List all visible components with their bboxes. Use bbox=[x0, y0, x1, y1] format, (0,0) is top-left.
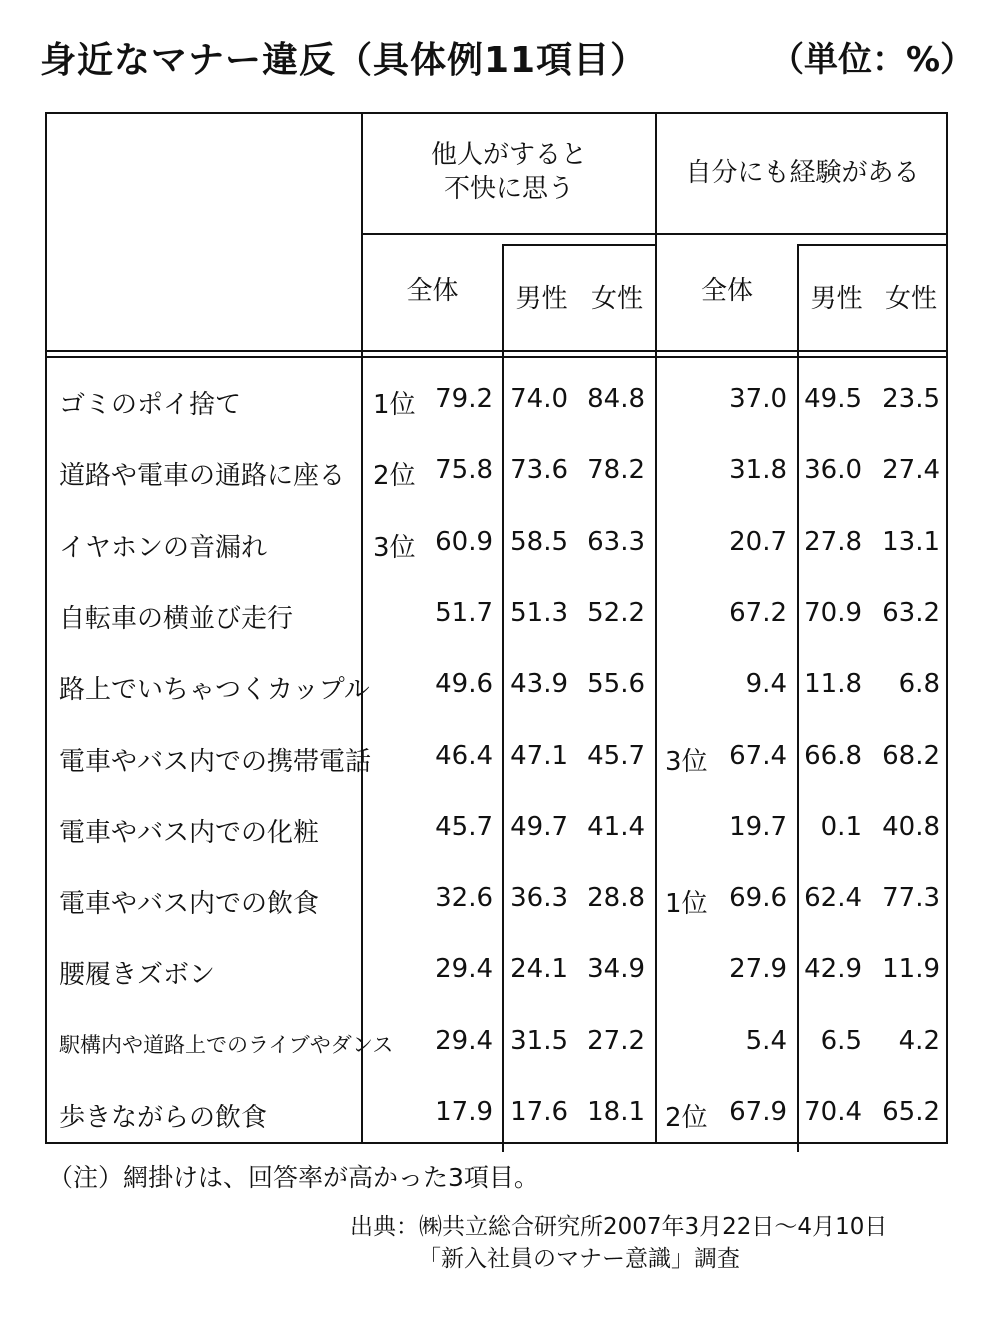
cell-s-total: 69.6 bbox=[729, 883, 787, 913]
cell-s-female: 6.8 bbox=[898, 669, 940, 699]
footnote: （注）網掛けは、回答率が高かった3項目。 bbox=[48, 1163, 539, 1192]
divider-self-gender-top bbox=[797, 244, 948, 246]
unit-label: （単位：%） bbox=[770, 40, 975, 80]
cell-o-male: 31.5 bbox=[510, 1026, 568, 1056]
cell-o-female: 78.2 bbox=[587, 455, 645, 485]
row-label: イヤホンの音漏れ bbox=[59, 533, 268, 563]
cell-o-male: 36.3 bbox=[510, 883, 568, 913]
row-label: 歩きながらの飲食 bbox=[59, 1103, 268, 1133]
cell-s-female: 13.1 bbox=[882, 527, 940, 557]
rank-other: 1位 bbox=[373, 390, 416, 420]
cell-s-female: 27.4 bbox=[882, 455, 940, 485]
cell-o-male: 49.7 bbox=[510, 812, 568, 842]
cell-o-male: 58.5 bbox=[510, 527, 568, 557]
cell-o-total: 49.6 bbox=[435, 669, 493, 699]
cell-s-male: 49.5 bbox=[804, 384, 862, 414]
cell-s-female: 4.2 bbox=[898, 1026, 940, 1056]
header-other-line2: 不快に思う bbox=[443, 174, 574, 204]
cell-s-total: 27.9 bbox=[729, 954, 787, 984]
cell-s-total: 37.0 bbox=[729, 384, 787, 414]
cell-o-female: 63.3 bbox=[587, 527, 645, 557]
cell-s-total: 19.7 bbox=[729, 812, 787, 842]
cell-s-total: 20.7 bbox=[729, 527, 787, 557]
cell-o-female: 41.4 bbox=[587, 812, 645, 842]
row-label: 電車やバス内での飲食 bbox=[59, 889, 320, 919]
subheader-other-male: 男性 bbox=[515, 284, 568, 314]
cell-s-total: 67.4 bbox=[729, 741, 787, 771]
rank-self: 3位 bbox=[665, 747, 708, 777]
subheader-self-total: 全体 bbox=[700, 276, 753, 306]
header-other-discomfort bbox=[363, 138, 655, 206]
manners-table bbox=[45, 112, 948, 1144]
cell-s-female: 11.9 bbox=[882, 954, 940, 984]
cell-s-total: 67.9 bbox=[729, 1097, 787, 1127]
subheader-self-male: 男性 bbox=[810, 284, 863, 314]
header-double-line-1 bbox=[47, 350, 948, 352]
cell-s-male: 66.8 bbox=[804, 741, 862, 771]
cell-s-male: 11.8 bbox=[804, 669, 862, 699]
cell-o-total: 32.6 bbox=[435, 883, 493, 913]
cell-s-total: 67.2 bbox=[729, 598, 787, 628]
cell-o-male: 74.0 bbox=[510, 384, 568, 414]
row-label: 腰履きズボン bbox=[59, 960, 216, 990]
cell-o-male: 43.9 bbox=[510, 669, 568, 699]
source-line-2: 「新入社員のマナー意識」調査 bbox=[418, 1246, 740, 1272]
cell-s-male: 36.0 bbox=[804, 455, 862, 485]
divider-other-gender-top bbox=[502, 244, 655, 246]
subheader-other-female: 女性 bbox=[590, 284, 643, 314]
header-other-line1: 他人がすると bbox=[430, 140, 587, 170]
cell-s-male: 70.4 bbox=[804, 1097, 862, 1127]
cell-s-total: 31.8 bbox=[729, 455, 787, 485]
subheader-self-female: 女性 bbox=[884, 284, 937, 314]
cell-o-total: 60.9 bbox=[435, 527, 493, 557]
cell-s-male: 70.9 bbox=[804, 598, 862, 628]
header-double-line-2 bbox=[47, 356, 948, 358]
page-title: 身近なマナー違反（具体例11項目） bbox=[40, 40, 648, 81]
row-label: ゴミのポイ捨て bbox=[59, 390, 242, 420]
rank-self: 1位 bbox=[665, 889, 708, 919]
cell-o-male: 73.6 bbox=[510, 455, 568, 485]
cell-o-total: 46.4 bbox=[435, 741, 493, 771]
cell-s-female: 40.8 bbox=[882, 812, 940, 842]
cell-o-total: 75.8 bbox=[435, 455, 493, 485]
cell-o-female: 55.6 bbox=[587, 669, 645, 699]
cell-o-male: 47.1 bbox=[510, 741, 568, 771]
cell-o-female: 18.1 bbox=[587, 1097, 645, 1127]
cell-s-female: 23.5 bbox=[882, 384, 940, 414]
cell-o-total: 29.4 bbox=[435, 954, 493, 984]
row-label: 電車やバス内での携帯電話 bbox=[59, 747, 372, 777]
cell-o-total: 29.4 bbox=[435, 1026, 493, 1056]
cell-o-female: 84.8 bbox=[587, 384, 645, 414]
cell-s-total: 9.4 bbox=[745, 669, 787, 699]
cell-o-male: 24.1 bbox=[510, 954, 568, 984]
cell-o-total: 79.2 bbox=[435, 384, 493, 414]
header-self-experience: 自分にも経験がある bbox=[685, 158, 920, 188]
rank-other: 2位 bbox=[373, 461, 416, 491]
cell-o-total: 51.7 bbox=[435, 598, 493, 628]
source-line-1: 出典：㈱共立総合研究所2007年3月22日～4月10日 bbox=[350, 1214, 888, 1240]
cell-o-female: 28.8 bbox=[587, 883, 645, 913]
cell-s-female: 63.2 bbox=[882, 598, 940, 628]
cell-o-female: 34.9 bbox=[587, 954, 645, 984]
cell-s-male: 42.9 bbox=[804, 954, 862, 984]
cell-s-male: 6.5 bbox=[820, 1026, 862, 1056]
cell-o-female: 27.2 bbox=[587, 1026, 645, 1056]
row-label: 駅構内や道路上でのライブやダンス bbox=[59, 1033, 394, 1057]
row-label: 自転車の横並び走行 bbox=[59, 604, 294, 634]
cell-o-total: 45.7 bbox=[435, 812, 493, 842]
rank-other: 3位 bbox=[373, 533, 416, 563]
cell-s-male: 27.8 bbox=[804, 527, 862, 557]
cell-s-total: 5.4 bbox=[745, 1026, 787, 1056]
divider-group bbox=[655, 114, 657, 1144]
row-label: 路上でいちゃつくカップル bbox=[59, 675, 370, 705]
cell-o-female: 52.2 bbox=[587, 598, 645, 628]
cell-o-male: 51.3 bbox=[510, 598, 568, 628]
cell-o-total: 17.9 bbox=[435, 1097, 493, 1127]
cell-s-male: 62.4 bbox=[804, 883, 862, 913]
cell-o-female: 45.7 bbox=[587, 741, 645, 771]
rank-self: 2位 bbox=[665, 1103, 708, 1133]
cell-s-female: 65.2 bbox=[882, 1097, 940, 1127]
cell-o-male: 17.6 bbox=[510, 1097, 568, 1127]
subheader-other-total: 全体 bbox=[406, 276, 459, 306]
row-label: 電車やバス内での化粧 bbox=[59, 818, 320, 848]
divider-header-row bbox=[361, 233, 948, 235]
row-label: 道路や電車の通路に座る bbox=[59, 461, 346, 491]
cell-s-male: 0.1 bbox=[820, 812, 862, 842]
cell-s-female: 68.2 bbox=[882, 741, 940, 771]
cell-s-female: 77.3 bbox=[882, 883, 940, 913]
